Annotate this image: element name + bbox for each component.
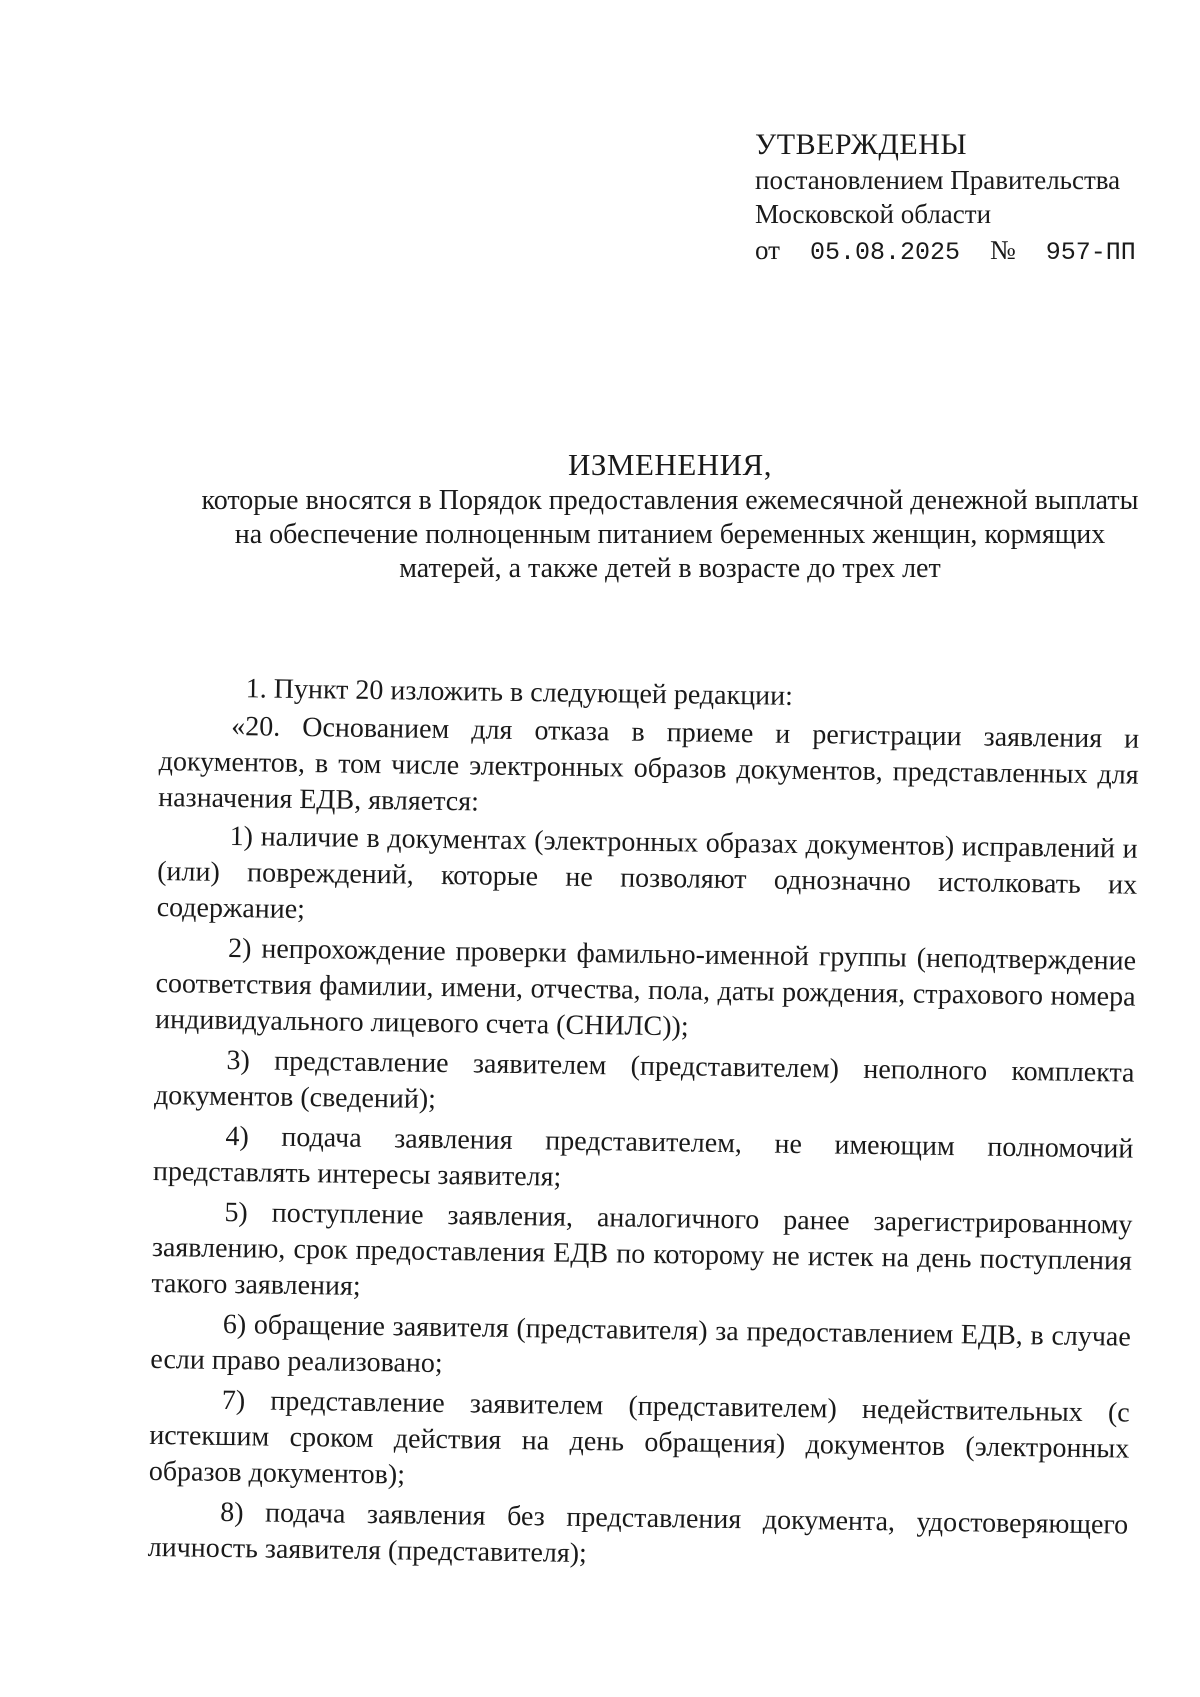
clause-20-intro: «20. Основанием для отказа в приеме и регистрации заявления и документов, в том числе электронных образов документов, представленных для назначения ЕДВ, является: (158, 711, 1140, 818)
list-item-7: 7) представление заявителем (представителем) недействительных (с истекшим сроком действия на день обращения) документов (электронных образов документов); (148, 1384, 1130, 1491)
approval-from-label: от (755, 235, 780, 265)
list-item-8: 8) подача заявления без представления документа, удостоверяющего личность заявителя (представителя); (147, 1496, 1129, 1570)
document-body (147, 670, 1139, 1584)
approval-line-2: Московской области (755, 199, 992, 229)
list-item-4: 4) подача заявления представителем, не имеющим полномочий представлять интересы заявителя; (152, 1120, 1134, 1193)
document-title-block (190, 448, 1150, 586)
point-1: 1. Пункт 20 изложить в следующей редакции: (245, 673, 794, 712)
list-item-6: 6) обращение заявителя (представителя) за предоставлением ЕДВ, в случае если право реализовано; (150, 1308, 1131, 1380)
list-item-3: 3) представление заявителем (представителем) неполного комплекта документов (сведений); (153, 1044, 1135, 1115)
document-subtitle: которые вносятся в Порядок предоставления ежемесячной денежной выплаты на обеспечение полноценным питанием беременных женщин, кормящих матерей, а также детей в возрасте до трех лет (201, 485, 1139, 584)
list-item-5: 5) поступление заявления, аналогичного ранее зарегистрированному заявлению, срок предоставления ЕДВ по которому не истек на день поступления такого заявления; (151, 1196, 1133, 1302)
document-heading: ИЗМЕНЕНИЯ, (568, 447, 772, 482)
approval-number-sign: № (990, 235, 1016, 265)
approval-number: 957-ПП (1045, 238, 1136, 267)
approval-stamp-block (755, 128, 1175, 270)
approval-date: 05.08.2025 (809, 238, 960, 267)
approval-stamp: УТВЕРЖДЕНЫ (755, 128, 968, 161)
approval-date-number (755, 233, 1175, 270)
approval-line-1: постановлением Правительства (755, 165, 1121, 195)
list-item-1: 1) наличие в документах (электронных образах документов) исправлений и (или) повреждений, которые не позволяют однозначно истолковать их содержание; (156, 820, 1138, 926)
list-item-2: 2) непрохождение проверки фамильно-именной группы (неподтверждение соответствия фамилии, имени, отчества, пола, даты рождения, страхового номера индивидуального лицевого счета (СНИЛС)); (154, 932, 1137, 1043)
